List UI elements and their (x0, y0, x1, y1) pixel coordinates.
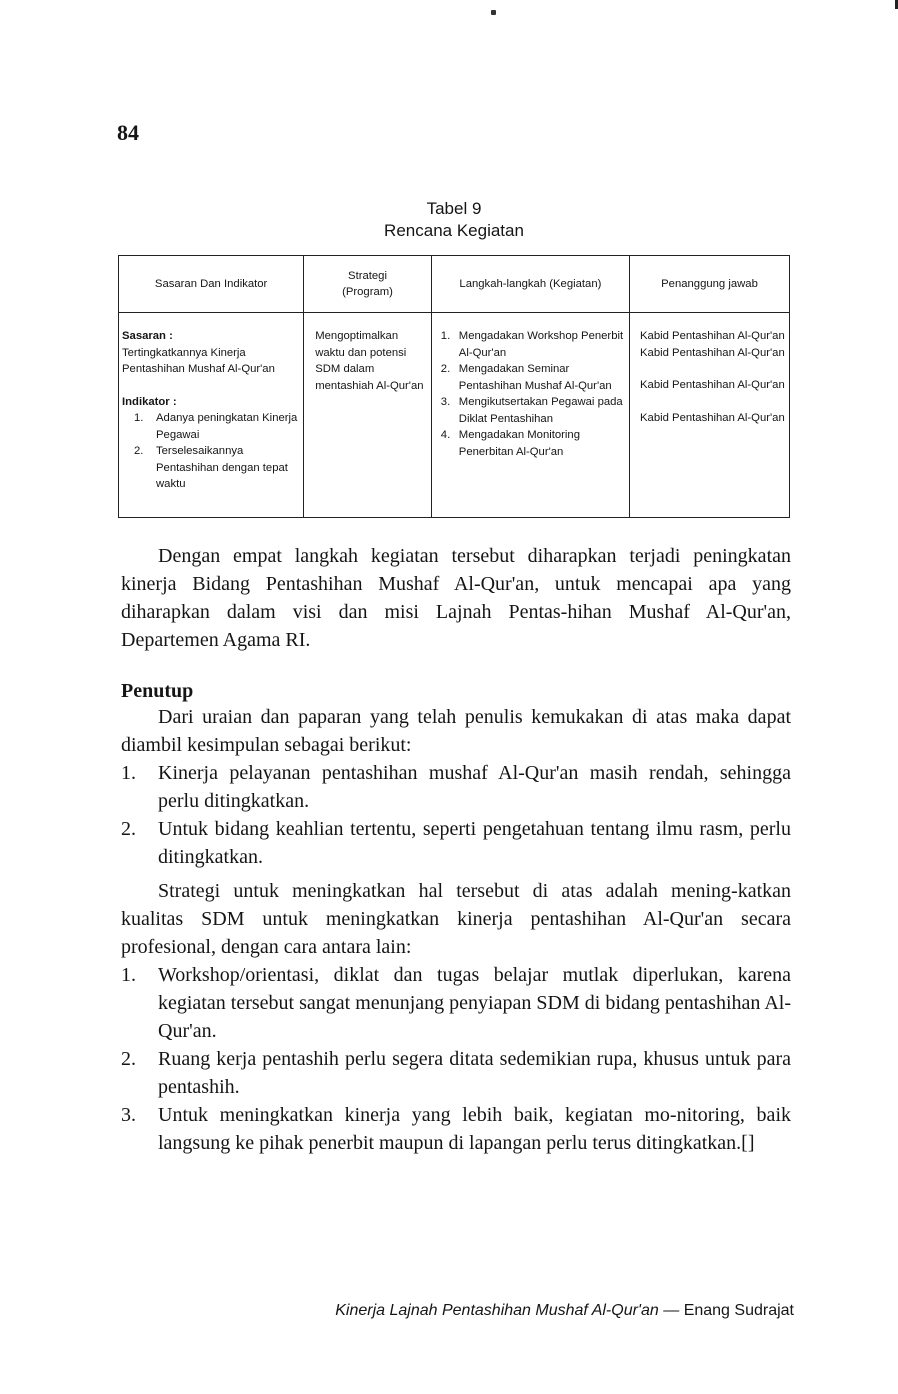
indikator-item: 2. Terselesaikannya Pentashihan dengan tepat waktu (134, 445, 288, 490)
indikator-label: Indikator : (122, 395, 177, 408)
list-item: 1. Workshop/orientasi, diklat dan tugas belajar mutlak diperlukan, karena kegiatan tersebut sangat menunjang penyiapan SDM di bidang pentashihan Al-Qur'an. (121, 964, 791, 1042)
page-footer (335, 1302, 794, 1320)
penanggung-item: Kabid Pentashihan Al-Qur'an (640, 330, 785, 342)
sasaran-label: Sasaran : (122, 330, 173, 342)
header-langkah: Langkah-langkah (Kegiatan) (431, 256, 629, 313)
table-caption (0, 198, 898, 242)
header-penanggung: Penanggung jawab (630, 256, 790, 313)
strategy-list (121, 961, 791, 1157)
langkah-list (435, 328, 626, 460)
table-caption-number: Tabel 9 (426, 199, 482, 218)
strategi-text: Mengoptimalkan waktu dan potensi SDM dalam mentashiah Al-Qur'an (315, 330, 424, 392)
sasaran-text: Tertingkatkannya Kinerja Pentashihan Mushaf Al-Qur'an (122, 346, 275, 375)
indikator-item: 1. Adanya peningkatan Kinerja Pegawai (134, 412, 298, 441)
cell-langkah (431, 313, 629, 518)
cell-penanggung (630, 313, 790, 518)
header-strategi (304, 256, 432, 313)
langkah-item: 4. Mengadakan Monitoring Penerbitan Al-Qur'an (440, 429, 581, 458)
section-heading: Penutup (121, 680, 194, 702)
table-header-row (119, 256, 790, 313)
activity-plan-table (118, 255, 790, 518)
header-sasaran: Sasaran Dan Indikator (119, 256, 304, 313)
cell-strategi (304, 313, 432, 518)
body-paragraph: Strategi untuk meningkatkan hal tersebut di atas adalah mening-katkan kualitas SDM untuk meningkatkan kinerja pentashihan Al-Qur'an secara profesional, dengan cara antara lain: (121, 880, 791, 958)
body-paragraph: Dari uraian dan paparan yang telah penulis kemukakan di atas maka dapat diambil kesimpulan sebagai berikut: (121, 706, 791, 756)
cell-sasaran-indikator (119, 313, 304, 518)
list-item: 1. Kinerja pelayanan pentashihan mushaf Al-Qur'an masih rendah, sehingga perlu ditingkatkan. (121, 762, 791, 812)
list-item: 2. Untuk bidang keahlian tertentu, seperti pengetahuan tentang ilmu rasm, perlu ditingkatkan. (121, 818, 791, 868)
table-caption-title: Rencana Kegiatan (384, 221, 524, 240)
penanggung-item: Kabid Pentashihan Al-Qur'an (640, 346, 785, 359)
langkah-item: 3. Mengikutsertakan Pegawai pada Diklat Pentashihan (440, 396, 623, 425)
indikator-list (122, 410, 300, 493)
header-strategi-text: Strategi (Program) (342, 269, 393, 298)
penanggung-item: Kabid Pentashihan Al-Qur'an (640, 379, 785, 391)
footer-book-title: Kinerja Lajnah Pentashihan Mushaf Al-Qur'an (335, 1302, 659, 1319)
footer-author: Enang Sudrajat (683, 1302, 794, 1319)
scan-mark (491, 10, 496, 15)
list-item: 2. Ruang kerja pentashih perlu segera ditata sedemikian rupa, khusus untuk para pentashih. (121, 1048, 791, 1098)
body-paragraph: Dengan empat langkah kegiatan tersebut diharapkan terjadi peningkatan kinerja Bidang Pentashihan Mushaf Al-Qur'an, untuk mencapai apa yang diharapkan dalam visi dan misi Lajnah Pentas-hihan Mushaf Al-Qur'an, Departemen Agama RI. (121, 545, 791, 651)
list-item: 3. Untuk meningkatkan kinerja yang lebih baik, kegiatan mo-nitoring, baik langsung ke pihak penerbit maupun di lapangan perlu terus ditingkatkan.[] (121, 1104, 791, 1154)
langkah-item: 2. Mengadakan Seminar Pentashihan Mushaf Al-Qur'an (440, 363, 612, 392)
footer-separator: — (663, 1302, 680, 1319)
conclusion-list (121, 759, 791, 871)
page-number: 84 (117, 120, 139, 145)
penanggung-item: Kabid Pentashihan Al-Qur'an (640, 411, 785, 424)
table-row (119, 313, 790, 518)
langkah-item: 1. Mengadakan Workshop Penerbit Al-Qur'an (440, 330, 624, 359)
